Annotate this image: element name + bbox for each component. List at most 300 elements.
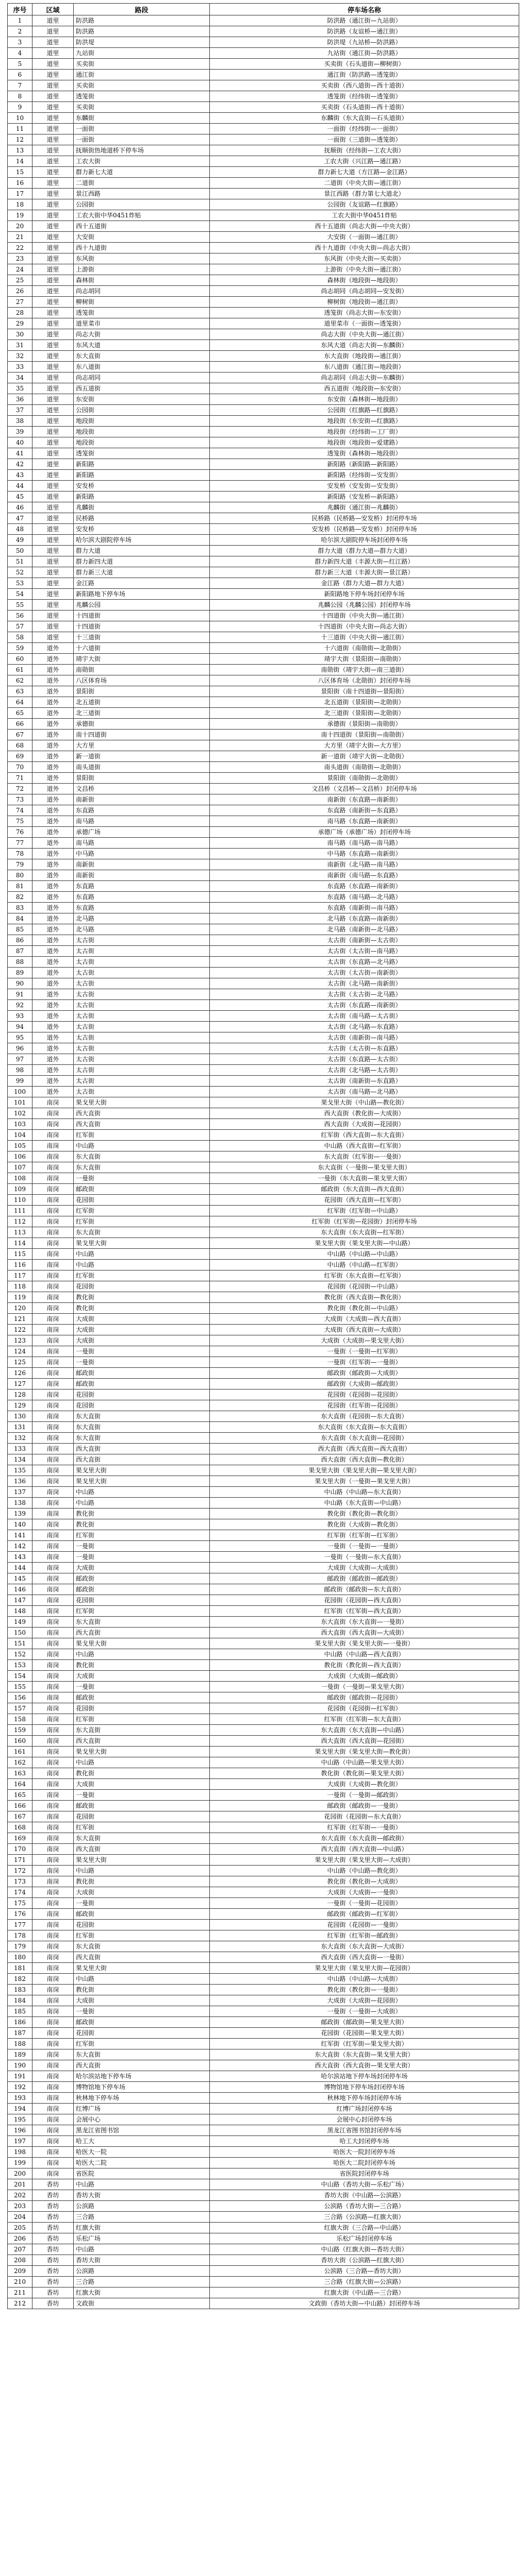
cell-lot-name: 透笼街（尚志大街—东安街） [210, 308, 519, 318]
cell-district: 道里 [32, 286, 74, 297]
table-row [8, 838, 519, 849]
cell-road: 大成街 [74, 1325, 210, 1335]
cell-lot-name: 西大直街（西大直街—大成街） [210, 1628, 519, 1638]
cell-district: 道里 [32, 178, 74, 189]
cell-district: 道外 [32, 1022, 74, 1032]
cell-seq: 28 [8, 308, 32, 318]
cell-seq: 198 [8, 2147, 32, 2158]
table-row [8, 1206, 519, 1216]
cell-seq: 114 [8, 1238, 32, 1249]
table-row [8, 1422, 519, 1433]
cell-seq: 33 [8, 362, 32, 372]
cell-lot-name: 地段街（东安街—红旗路） [210, 416, 519, 427]
cell-lot-name: 哈工大封闭停车场 [210, 2136, 519, 2147]
cell-district: 南岗 [32, 1757, 74, 1768]
cell-seq: 21 [8, 232, 32, 243]
cell-lot-name: 兆麟街（通江街—兆麟街） [210, 502, 519, 513]
cell-seq: 183 [8, 1985, 32, 1995]
cell-seq: 46 [8, 502, 32, 513]
cell-road: 新阳路 [74, 492, 210, 502]
table-row [8, 762, 519, 773]
table-row [8, 1509, 519, 1519]
cell-district: 道外 [32, 654, 74, 665]
cell-lot-name: 北五道街（景阳街—北勋街） [210, 697, 519, 708]
cell-lot-name: 太古街（南新街—南马路） [210, 1032, 519, 1043]
cell-lot-name: 一曼街（一曼街—大成街） [210, 2006, 519, 2017]
cell-district: 香坊 [32, 2179, 74, 2190]
cell-seq: 175 [8, 1898, 32, 1909]
cell-road: 北马路 [74, 924, 210, 935]
cell-lot-name: 东大直街（东大直街—果戈里大街） [210, 2049, 519, 2060]
cell-district: 南岗 [32, 1281, 74, 1292]
cell-lot-name: 十三道街（中央大街—通江街） [210, 632, 519, 643]
cell-lot-name: 东大直街（红军街—一曼街） [210, 1151, 519, 1162]
cell-lot-name: 一曼街（一曼街—邮政街） [210, 1790, 519, 1801]
cell-seq: 57 [8, 621, 32, 632]
cell-district: 南岗 [32, 1411, 74, 1422]
cell-district: 道外 [32, 1011, 74, 1022]
cell-lot-name: 民桥路（民桥路—安发桥）封闭停车场 [210, 513, 519, 524]
table-row [8, 253, 519, 264]
cell-seq: 159 [8, 1725, 32, 1736]
cell-road: 花园街 [74, 1703, 210, 1714]
cell-lot-name: 秋林地下停车场封闭停车场 [210, 2093, 519, 2104]
cell-district: 道外 [32, 968, 74, 978]
cell-district: 南岗 [32, 1747, 74, 1757]
cell-lot-name: 西十五道街（尚志大街—中央大街） [210, 221, 519, 232]
cell-district: 道里 [32, 383, 74, 394]
cell-lot-name: 买卖街（石头道街—柳树街） [210, 59, 519, 70]
cell-road: 教化街 [74, 1292, 210, 1303]
cell-lot-name: 南十四道街（景阳街—南勋街） [210, 730, 519, 740]
cell-road: 红军街 [74, 1930, 210, 1941]
table-row [8, 1963, 519, 1974]
cell-district: 南岗 [32, 1930, 74, 1941]
cell-road: 太古街 [74, 1000, 210, 1011]
cell-road: 透笼街 [74, 91, 210, 102]
cell-district: 南岗 [32, 1162, 74, 1173]
cell-district: 道里 [32, 26, 74, 37]
table-row [8, 427, 519, 437]
table-row [8, 394, 519, 405]
cell-district: 道里 [32, 297, 74, 308]
cell-seq: 45 [8, 492, 32, 502]
cell-district: 南岗 [32, 1811, 74, 1822]
cell-lot-name: 红军街（红军街—西大直街） [210, 1606, 519, 1617]
cell-district: 南岗 [32, 1151, 74, 1162]
cell-seq: 34 [8, 372, 32, 383]
cell-road: 新阳路 [74, 459, 210, 470]
cell-lot-name: 南新街（东直路—南新街） [210, 794, 519, 805]
table-row [8, 416, 519, 427]
cell-seq: 86 [8, 935, 32, 946]
cell-road: 太古街 [74, 1022, 210, 1032]
table-body [8, 15, 519, 2309]
cell-lot-name: 兆麟公园（兆麟公园）封闭停车场 [210, 600, 519, 611]
cell-seq: 124 [8, 1346, 32, 1357]
cell-seq: 101 [8, 1097, 32, 1108]
cell-lot-name: 大成街（大成街—大成街） [210, 1563, 519, 1573]
cell-district: 南岗 [32, 1768, 74, 1779]
table-row [8, 1876, 519, 1887]
cell-road: 尚志胡同 [74, 286, 210, 297]
cell-road: 邮政街 [74, 1801, 210, 1811]
cell-lot-name: 省医院封闭停车场 [210, 2168, 519, 2179]
cell-lot-name: 红军街（红军街—中山路） [210, 1206, 519, 1216]
cell-lot-name: 教化街（教化街—中山路） [210, 1303, 519, 1314]
table-row [8, 199, 519, 210]
cell-district: 南岗 [32, 1400, 74, 1411]
cell-road: 西大直街 [74, 1628, 210, 1638]
cell-road: 花园街 [74, 1920, 210, 1930]
cell-district: 道里 [32, 80, 74, 91]
cell-road: 兆麟街 [74, 502, 210, 513]
cell-seq: 115 [8, 1249, 32, 1260]
cell-seq: 100 [8, 1087, 32, 1097]
cell-seq: 107 [8, 1162, 32, 1173]
cell-seq: 18 [8, 199, 32, 210]
cell-road: 二道街 [74, 178, 210, 189]
cell-road: 教化街 [74, 1985, 210, 1995]
cell-district: 道里 [32, 134, 74, 145]
table-row [8, 2233, 519, 2244]
cell-road: 红军街 [74, 2039, 210, 2049]
cell-seq: 95 [8, 1032, 32, 1043]
cell-road: 黑龙江省图书馆 [74, 2125, 210, 2136]
cell-seq: 51 [8, 556, 32, 567]
table-row [8, 1097, 519, 1108]
table-row [8, 1714, 519, 1725]
cell-district: 南岗 [32, 1206, 74, 1216]
header-district: 区域 [32, 4, 74, 15]
cell-lot-name: 中山路（中山路—果戈里大街） [210, 1757, 519, 1768]
cell-road: 西大直街 [74, 1108, 210, 1119]
cell-lot-name: 哈医大二院封闭停车场 [210, 2158, 519, 2168]
table-row [8, 1303, 519, 1314]
table-row [8, 805, 519, 816]
cell-seq: 104 [8, 1130, 32, 1141]
cell-district: 南岗 [32, 1692, 74, 1703]
cell-district: 南岗 [32, 1379, 74, 1389]
cell-lot-name: 大成街（大成街—教化街） [210, 1779, 519, 1790]
cell-seq: 94 [8, 1022, 32, 1032]
table-row [8, 2006, 519, 2017]
cell-lot-name: 中山路（中山路—中山路） [210, 1249, 519, 1260]
cell-seq: 165 [8, 1790, 32, 1801]
cell-road: 太古街 [74, 978, 210, 989]
cell-district: 道里 [32, 351, 74, 362]
cell-lot-name: 东安街（森林街—地段街） [210, 394, 519, 405]
cell-seq: 178 [8, 1930, 32, 1941]
cell-road: 文昌桥 [74, 784, 210, 794]
cell-seq: 194 [8, 2104, 32, 2114]
cell-lot-name: 西大直街（西大直街—一曼街） [210, 1952, 519, 1963]
cell-road: 果戈里大街 [74, 1097, 210, 1108]
cell-road: 红军街 [74, 1822, 210, 1833]
cell-road: 十四道街 [74, 611, 210, 621]
cell-lot-name: 东大直街（东大直街—中山路） [210, 1725, 519, 1736]
cell-road: 尚志胡同 [74, 372, 210, 383]
table-row [8, 1628, 519, 1638]
table-row [8, 1411, 519, 1422]
cell-road: 大成街 [74, 1671, 210, 1682]
table-row [8, 1054, 519, 1065]
table-row [8, 2125, 519, 2136]
cell-seq: 102 [8, 1108, 32, 1119]
cell-lot-name: 中山路（中山路—大成街） [210, 1974, 519, 1985]
cell-road: 果戈里大街 [74, 1638, 210, 1649]
cell-seq: 82 [8, 892, 32, 903]
cell-seq: 22 [8, 243, 32, 253]
cell-road: 东安街 [74, 394, 210, 405]
cell-seq: 53 [8, 578, 32, 589]
cell-seq: 193 [8, 2093, 32, 2104]
cell-lot-name: 工农大街中华0451炸贴 [210, 210, 519, 221]
cell-district: 南岗 [32, 1357, 74, 1368]
cell-district: 道里 [32, 48, 74, 59]
table-row [8, 1519, 519, 1530]
cell-road: 西大直街 [74, 1444, 210, 1454]
cell-road: 尚志大街 [74, 329, 210, 340]
cell-district: 南岗 [32, 1714, 74, 1725]
cell-road: 中山路 [74, 1249, 210, 1260]
cell-seq: 172 [8, 1866, 32, 1876]
cell-lot-name: 东大直街（东大直街—大成街） [210, 1941, 519, 1952]
cell-road: 太古街 [74, 1065, 210, 1076]
cell-road: 北三道街 [74, 708, 210, 719]
cell-seq: 23 [8, 253, 32, 264]
table-row [8, 134, 519, 145]
cell-seq: 157 [8, 1703, 32, 1714]
cell-seq: 180 [8, 1952, 32, 1963]
cell-seq: 188 [8, 2039, 32, 2049]
table-row [8, 1757, 519, 1768]
cell-road: 东八道街 [74, 362, 210, 372]
table-row [8, 1108, 519, 1119]
cell-district: 道里 [32, 145, 74, 156]
table-row [8, 2147, 519, 2158]
cell-road: 中马路 [74, 849, 210, 859]
cell-seq: 201 [8, 2179, 32, 2190]
cell-lot-name: 南新街（北马路—南马路） [210, 859, 519, 870]
cell-seq: 31 [8, 340, 32, 351]
cell-seq: 139 [8, 1509, 32, 1519]
table-row [8, 113, 519, 124]
cell-road: 东大直街 [74, 1833, 210, 1844]
cell-road: 南十四道街 [74, 730, 210, 740]
cell-seq: 98 [8, 1065, 32, 1076]
cell-seq: 191 [8, 2071, 32, 2082]
cell-lot-name: 群力新四大道（丰源大街—红江路） [210, 556, 519, 567]
cell-lot-name: 景阳街（南十四道街—景阳街） [210, 686, 519, 697]
cell-district: 道里 [32, 156, 74, 167]
cell-district: 南岗 [32, 1260, 74, 1270]
cell-district: 道里 [32, 264, 74, 275]
header-seq: 序号 [8, 4, 32, 15]
cell-seq: 10 [8, 113, 32, 124]
cell-district: 道外 [32, 719, 74, 730]
cell-district: 南岗 [32, 1454, 74, 1465]
cell-seq: 138 [8, 1498, 32, 1509]
cell-lot-name: 教化街（教化街—果戈里大街） [210, 1768, 519, 1779]
cell-lot-name: 景阳街（南勋街—北勋街） [210, 773, 519, 784]
cell-road: 抚顺街热地道桥下停车场 [74, 145, 210, 156]
table-row [8, 1747, 519, 1757]
table-row [8, 1032, 519, 1043]
cell-road: 东大直街 [74, 1151, 210, 1162]
cell-lot-name: 东直路（东直路—南新街） [210, 881, 519, 892]
table-row [8, 1779, 519, 1790]
table-row [8, 1022, 519, 1032]
table-row [8, 1151, 519, 1162]
cell-seq: 56 [8, 611, 32, 621]
table-row [8, 1141, 519, 1151]
cell-lot-name: 红军街（西大直街—东大直街） [210, 1130, 519, 1141]
cell-lot-name: 太古街（东直路—南新街） [210, 1000, 519, 1011]
cell-district: 南岗 [32, 1325, 74, 1335]
cell-road: 东大直街 [74, 1411, 210, 1422]
cell-road: 太古街 [74, 1087, 210, 1097]
cell-lot-name: 东风大道（尚志大街—东麟街） [210, 340, 519, 351]
cell-lot-name: 八区体育场（北勋街）封闭停车场 [210, 675, 519, 686]
cell-seq: 128 [8, 1389, 32, 1400]
cell-district: 道里 [32, 91, 74, 102]
cell-road: 防洪堤 [74, 37, 210, 48]
cell-seq: 152 [8, 1649, 32, 1660]
table-row [8, 1649, 519, 1660]
cell-seq: 62 [8, 675, 32, 686]
cell-seq: 40 [8, 437, 32, 448]
table-row [8, 957, 519, 968]
table-row [8, 2082, 519, 2093]
table-row [8, 1887, 519, 1898]
cell-seq: 144 [8, 1563, 32, 1573]
cell-seq: 176 [8, 1909, 32, 1920]
cell-seq: 106 [8, 1151, 32, 1162]
cell-road: 东直路 [74, 881, 210, 892]
cell-road: 教化街 [74, 1660, 210, 1671]
table-row [8, 189, 519, 199]
table-row [8, 1822, 519, 1833]
cell-seq: 84 [8, 913, 32, 924]
table-row [8, 2190, 519, 2201]
cell-road: 南马路 [74, 816, 210, 827]
cell-road: 买卖街 [74, 80, 210, 91]
cell-district: 南岗 [32, 1909, 74, 1920]
cell-road: 防洪路 [74, 26, 210, 37]
cell-road: 邮政街 [74, 1368, 210, 1379]
cell-seq: 110 [8, 1195, 32, 1206]
table-row [8, 654, 519, 665]
cell-lot-name: 南马路（南马路—南马路） [210, 838, 519, 849]
cell-lot-name: 大成街（大成街—西大直街） [210, 1314, 519, 1325]
table-row [8, 2028, 519, 2039]
cell-road: 花园街 [74, 1595, 210, 1606]
cell-district: 南岗 [32, 1638, 74, 1649]
cell-lot-name: 抚顺街（经纬街—工农大街） [210, 145, 519, 156]
cell-seq: 174 [8, 1887, 32, 1898]
cell-seq: 49 [8, 535, 32, 546]
cell-seq: 141 [8, 1530, 32, 1541]
cell-lot-name: 邮政街（邮政街—红军街） [210, 1909, 519, 1920]
cell-district: 南岗 [32, 1249, 74, 1260]
cell-road: 教化街 [74, 1519, 210, 1530]
cell-seq: 153 [8, 1660, 32, 1671]
table-row [8, 1130, 519, 1141]
table-row [8, 1400, 519, 1411]
table-row [8, 989, 519, 1000]
table-row [8, 1941, 519, 1952]
cell-district: 香坊 [32, 2233, 74, 2244]
cell-lot-name: 文政街（香坊大街—中山路）封闭停车场 [210, 2298, 519, 2309]
cell-road: 景阳街 [74, 686, 210, 697]
table-row [8, 308, 519, 318]
cell-seq: 197 [8, 2136, 32, 2147]
cell-road: 南新街 [74, 859, 210, 870]
cell-lot-name: 通江街（防洪路—透笼街） [210, 70, 519, 80]
table-row [8, 1162, 519, 1173]
cell-seq: 142 [8, 1541, 32, 1552]
table-row [8, 2223, 519, 2233]
cell-road: 南马路 [74, 838, 210, 849]
table-row [8, 1801, 519, 1811]
cell-road: 安发桥 [74, 481, 210, 492]
table-row [8, 849, 519, 859]
cell-seq: 145 [8, 1573, 32, 1584]
cell-road: 花园街 [74, 1400, 210, 1411]
cell-lot-name: 防洪路（友谊桥—通江街） [210, 26, 519, 37]
cell-lot-name: 邮政街（邮政街—花园街） [210, 1692, 519, 1703]
cell-district: 南岗 [32, 1649, 74, 1660]
cell-seq: 4 [8, 48, 32, 59]
cell-lot-name: 群力新七大道（方江路—金江路） [210, 167, 519, 178]
cell-district: 道里 [32, 362, 74, 372]
cell-seq: 65 [8, 708, 32, 719]
cell-road: 东风大道 [74, 340, 210, 351]
table-row [8, 448, 519, 459]
cell-seq: 25 [8, 275, 32, 286]
table-row [8, 611, 519, 621]
cell-lot-name: 香坊大街（中山路—公滨路） [210, 2190, 519, 2201]
cell-lot-name: 东大直街（东大直街—红军街） [210, 1227, 519, 1238]
cell-seq: 59 [8, 643, 32, 654]
cell-district: 南岗 [32, 1963, 74, 1974]
table-row [8, 978, 519, 989]
cell-road: 红旗大街 [74, 2287, 210, 2298]
cell-road: 邮政街 [74, 1909, 210, 1920]
cell-lot-name: 九站街（通江街—防洪路） [210, 48, 519, 59]
cell-seq: 32 [8, 351, 32, 362]
table-row [8, 2039, 519, 2049]
cell-district: 道外 [32, 740, 74, 751]
table-row [8, 578, 519, 589]
cell-district: 道里 [32, 513, 74, 524]
cell-seq: 132 [8, 1433, 32, 1444]
cell-district: 道里 [32, 37, 74, 48]
cell-lot-name: 太古街（南马路—太古街） [210, 1011, 519, 1022]
cell-road: 一面街 [74, 124, 210, 134]
cell-lot-name: 红军街（红军街—果戈里大街） [210, 2039, 519, 2049]
header-lot-name: 停车场名称 [210, 4, 519, 15]
cell-lot-name: 中山路（中山路—东大直街） [210, 1487, 519, 1498]
cell-lot-name: 邮政街（大成街—邮政街） [210, 1379, 519, 1389]
table-row [8, 556, 519, 567]
cell-district: 南岗 [32, 1238, 74, 1249]
cell-district: 道里 [32, 167, 74, 178]
cell-seq: 93 [8, 1011, 32, 1022]
cell-seq: 162 [8, 1757, 32, 1768]
cell-lot-name: 香坊大街（公滨路—红旗大街） [210, 2255, 519, 2266]
